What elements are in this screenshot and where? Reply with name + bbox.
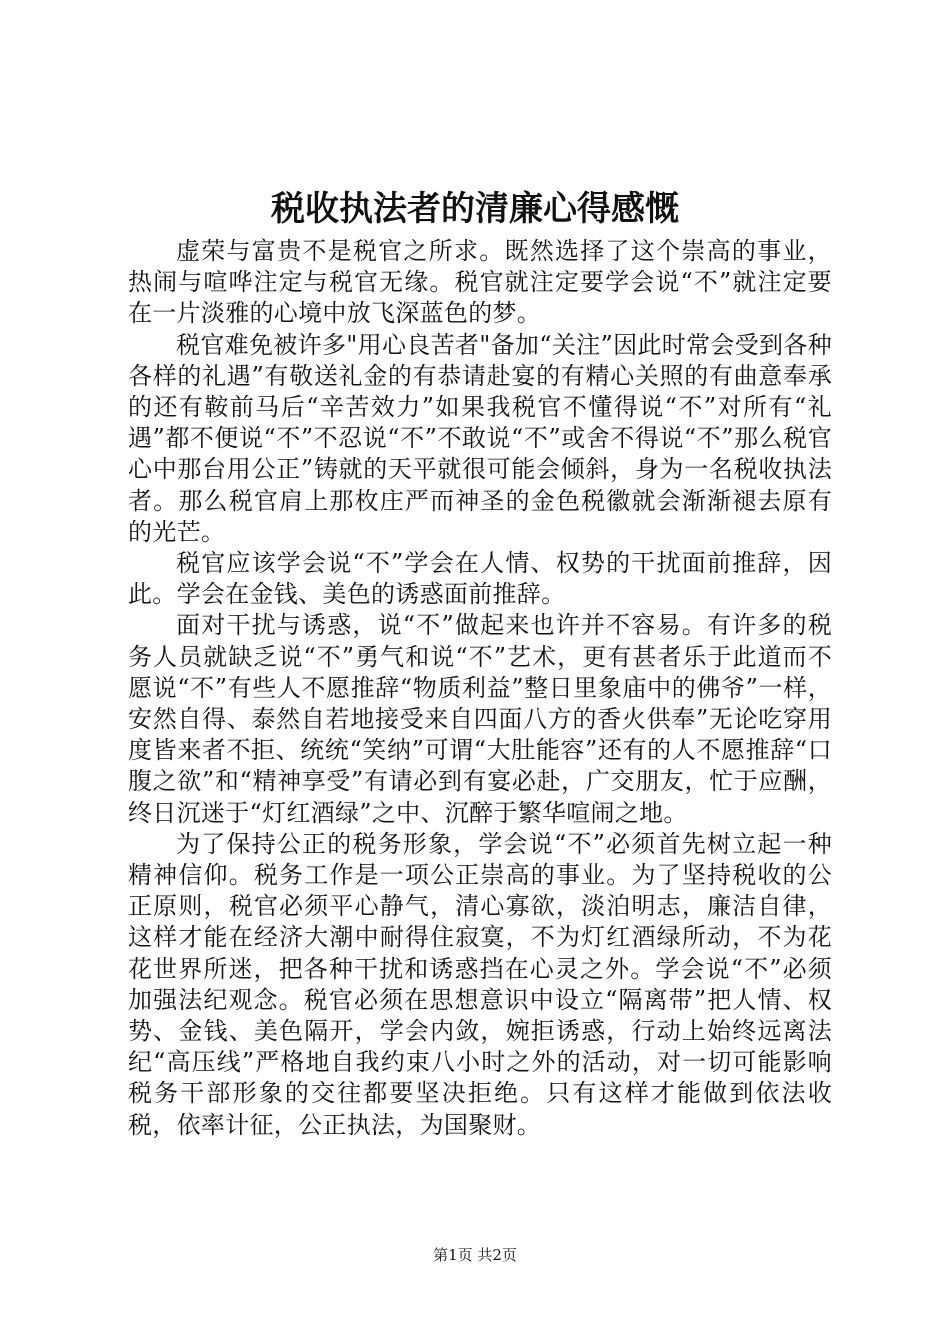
paragraph: 为了保持公正的税务形象，学会说“不”必须首先树立起一种精神信仰。税务工作是一项公正崇高的事业。为了坚持税收的公正原则，税官必须平心静气，清心寡欲，淡泊明志，廉洁自律，这样才能在经济大潮中耐得住寂寞，不为灯红酒绿所动，不为花花世界所迷，把各种干扰和诱惑挡在心灵之外。学会说“不”必须加强法纪观念。税官必须在思想意识中设立“隔离带”把人情、权势、金钱、美色隔开，学会内敛，婉拒诱惑，行动上始终远离法纪“高压线”严格地自我约束八小时之外的活动，对一切可能影响税务干部形象的交往都要坚决拒绝。只有这样才能做到依法收税，依率计征，公正执法，为国聚财。 [128,829,832,1139]
paragraph: 面对干扰与诱惑，说“不”做起来也许并不容易。有许多的税务人员就缺乏说“不”勇气和说“不”艺术，更有甚者乐于此道而不愿说“不”有些人不愿推辞“物质利益”整日里象庙中的佛爷”一样，安然自得、泰然自若地接受来自四面八方的香火供奉”无论吃穿用度皆来者不拒、统统“笑纳”可谓“大肚能容”还有的人不愿推辞“口腹之欲”和“精神享受”有请必到有宴必赴，广交朋友，忙于应酬，终日沉迷于“灯红酒绿”之中、沉醉于繁华喧闹之地。 [128,611,832,827]
page-footer: 第1页 共2页 [433,1246,517,1264]
paragraph: 税官难免被许多"用心良苦者"备加“关注”因此时常会受到各种各样的礼遇”有敬送礼金的有恭请赴宴的有精心关照的有曲意奉承的还有鞍前马后“辛苦效力”如果我税官不懂得说“不”对所有“礼遇”都不便说“不”不忍说“不”不敢说“不”或舍不得说“不”那么税官心中那台用公正”铸就的天平就很可能会倾斜，身为一名税收执法者。那么税官肩上那枚庄严而神圣的金色税徽就会渐渐褪去原有的光芒。 [128,330,832,546]
document-title: 税收执法者的清廉心得感慨 [271,189,679,229]
paragraph: 虚荣与富贵不是税官之所求。既然选择了这个崇高的事业，热闹与喧哗注定与税官无缘。税官就注定要学会说“不”就注定要在一片淡雅的心境中放飞深蓝色的梦。 [128,237,832,328]
document-body [128,236,832,1141]
paragraph: 税官应该学会说“不”学会在人情、权势的干扰面前推辞，因此。学会在金钱、美色的诱惑面前推辞。 [128,549,832,609]
